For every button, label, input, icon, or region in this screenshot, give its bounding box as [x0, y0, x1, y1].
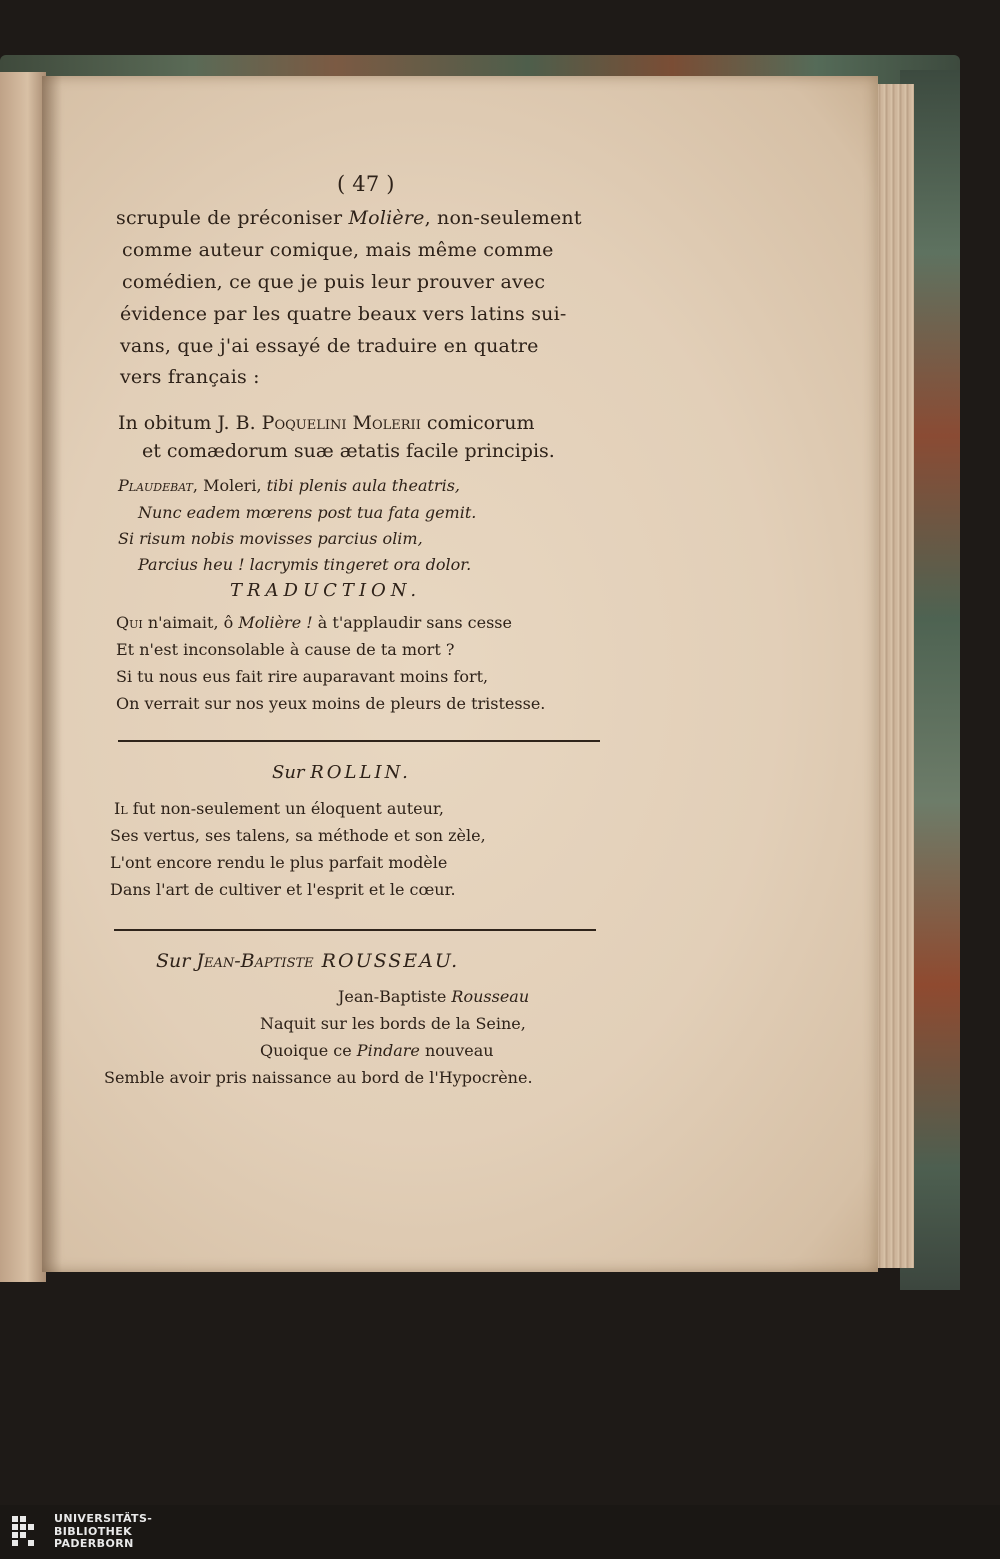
library-footer	[0, 1505, 1000, 1559]
rousseau-title: Sur Jean-Baptiste ROUSSEAU.	[156, 950, 460, 972]
paragraph-line-1: scrupule de préconiser Molière, non-seulement	[116, 207, 582, 229]
facing-page-edge	[0, 72, 46, 1282]
rousseau-line-3: Quoique ce Pindare nouveau	[260, 1041, 494, 1060]
library-name	[54, 1513, 152, 1551]
library-name-line-1: UNIVERSITÄTS-	[54, 1512, 153, 1525]
paragraph-line-6: vers français :	[120, 366, 260, 388]
rousseau-line-1: Jean-Baptiste Rousseau	[338, 987, 530, 1006]
latin-verse-line-2: Nunc eadem mœrens post tua fata gemit.	[138, 503, 477, 522]
university-library-logo-icon	[10, 1514, 46, 1552]
rollin-line-4: Dans l'art de cultiver et l'esprit et le cœur.	[110, 880, 456, 899]
traduction-title: TRADUCTION.	[230, 580, 422, 601]
rousseau-line-2: Naquit sur les bords de la Seine,	[260, 1014, 526, 1033]
latin-verse-line-4: Parcius heu ! lacrymis tingeret ora dolor.	[138, 555, 472, 574]
paragraph-line-5: vans, que j'ai essayé de traduire en quatre	[120, 335, 539, 357]
paragraph-line-3: comédien, ce que je puis leur prouver avec	[122, 271, 546, 293]
rollin-line-1: Il fut non-seulement un éloquent auteur,	[114, 799, 444, 818]
rollin-title: Sur ROLLIN.	[272, 762, 411, 783]
latin-verse-line-1: Plaudebat, Moleri, tibi plenis aula theatris,	[118, 476, 460, 495]
paragraph-line-4: évidence par les quatre beaux vers latins sui-	[120, 303, 567, 325]
library-name-line-3: PADERBORN	[54, 1537, 134, 1550]
section-divider	[114, 929, 596, 931]
latin-verse-line-3: Si risum nobis movisses parcius olim,	[118, 529, 423, 548]
traduction-line-3: Si tu nous eus fait rire auparavant moins fort,	[116, 667, 489, 686]
gutter-shadow	[42, 76, 62, 1272]
traduction-line-2: Et n'est inconsolable à cause de ta mort ?	[116, 640, 455, 659]
rollin-line-2: Ses vertus, ses talens, sa méthode et son zèle,	[110, 826, 486, 845]
traduction-line-4: On verrait sur nos yeux moins de pleurs de tristesse.	[116, 694, 546, 713]
rollin-line-3: L'ont encore rendu le plus parfait modèle	[110, 853, 448, 872]
section-divider	[118, 740, 600, 742]
latin-heading-line-1: In obitum J. B. Poquelini Molerii comicorum	[118, 412, 535, 434]
paragraph-line-2: comme auteur comique, mais même comme	[122, 239, 554, 261]
traduction-line-1: Qui n'aimait, ô Molière ! à t'applaudir sans cesse	[116, 613, 512, 632]
book-page	[42, 76, 878, 1272]
library-name-line-2: BIBLIOTHEK	[54, 1524, 133, 1538]
page-number: ( 47 )	[337, 172, 395, 196]
latin-heading-line-2: et comædorum suæ ætatis facile principis.	[142, 440, 555, 462]
rousseau-line-4: Semble avoir pris naissance au bord de l'Hypocrène.	[104, 1068, 533, 1087]
